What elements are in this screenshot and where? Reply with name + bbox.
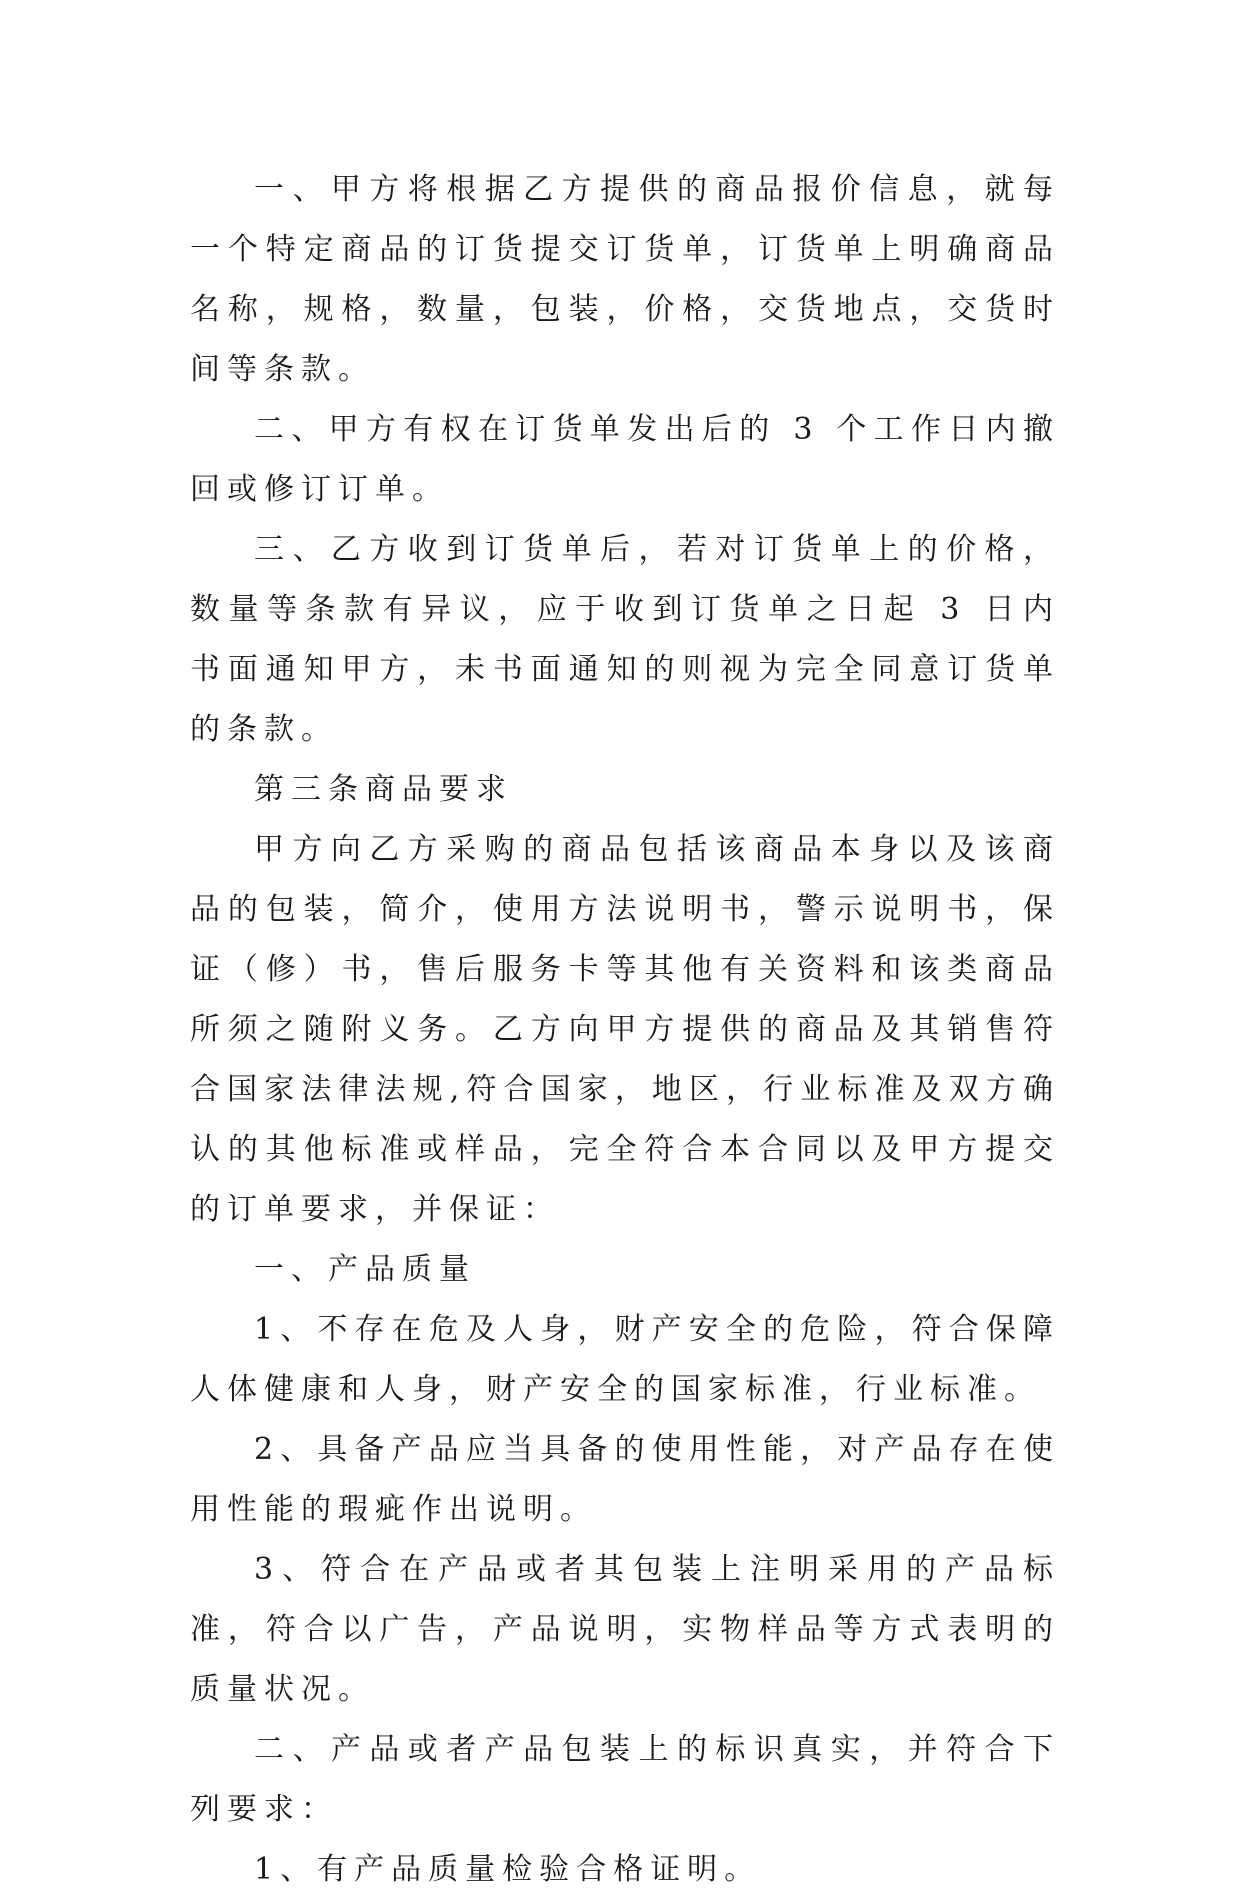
subheading-product-quality: 一、产品质量	[254, 1252, 476, 1287]
section-heading-article-3: 第三条商品要求	[254, 772, 513, 807]
subheading-labeling: 二、产品或者产品包装上的标识真实，并符合下列要求：	[190, 1732, 1060, 1827]
paragraph-order-submission: 一、甲方将根据乙方提供的商品报价信息，就每一个特定商品的订货提交订货单，订货单上明确商品名称，规格，数量，包装，价格，交货地点，交货时间等条款。	[190, 172, 1060, 387]
paragraph-order-revocation: 二、甲方有权在订货单发出后的 3 个工作日内撤回或修订订单。	[190, 412, 1060, 507]
list-item-standards: 3、符合在产品或者其包装上注明采用的产品标准，符合以广告，产品说明，实物样品等方式表明的质量状况。	[190, 1552, 1060, 1707]
document-body	[190, 160, 1060, 1900]
paragraph-goods-scope: 甲方向乙方采购的商品包括该商品本身以及该商品的包装，简介，使用方法说明书，警示说明书，保证（修）书，售后服务卡等其他有关资料和该类商品所须之随附义务。乙方向甲方提供的商品及其销售符合国家法律法规,符合国家，地区，行业标准及双方确认的其他标准或样品，完全符合本合同以及甲方提交的订单要求，并保证：	[190, 832, 1060, 1227]
list-item-safety: 1、不存在危及人身，财产安全的危险，符合保障人体健康和人身，财产安全的国家标准，行业标准。	[190, 1312, 1060, 1407]
paragraph-order-objection: 三、乙方收到订货单后，若对订货单上的价格，数量等条款有异议，应于收到订货单之日起 3 日内书面通知甲方，未书面通知的则视为完全同意订货单的条款。	[190, 532, 1060, 747]
list-item-performance: 2、具备产品应当具备的使用性能，对产品存在使用性能的瑕疵作出说明。	[190, 1432, 1060, 1527]
list-item-certificate: 1、有产品质量检验合格证明。	[254, 1852, 762, 1887]
